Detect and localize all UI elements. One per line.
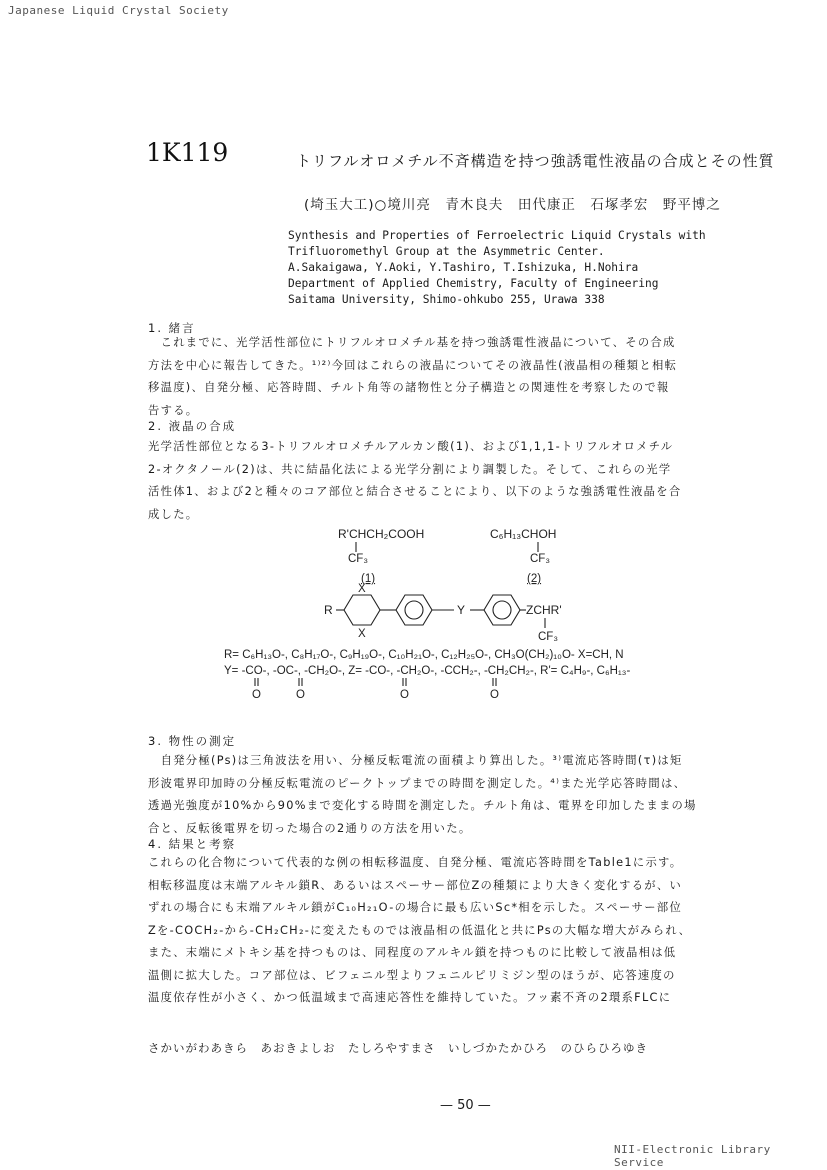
body-line: Zを-COCH₂-から-CH₂CH₂-に変えたものでは液晶相の低温化と共にPsの大幅な増大がみられ、 [148,923,692,937]
section-body-measurement [148,750,788,840]
page-number: — 50 — [440,1098,491,1113]
section-body-introduction [148,332,788,422]
author-name-readings: さかいがわあきら あおきよしお たしろやすまさ いしづかたかひろ のひらひろゆき [148,1041,648,1055]
core-ring-1 [344,595,380,625]
body-line: 移温度)、自発分極、応答時間、チルト角等の諸物性と分子構造との関連性を考察したので報 [148,381,670,394]
english-line: Saitama University, Shimo-ohkubo 255, Urawa 338 [288,293,605,306]
carbonyl-oxygen: O [490,689,499,701]
english-line: A.Sakaigawa, Y.Aoki, Y.Tashiro, T.Ishizuka, H.Nohira [288,261,639,274]
body-line: 温側に拡大した。コア部位は、ビフェニル型よりフェニルピリミジン型のほうが、応答速度の [148,968,676,982]
section-heading-results: 4. 結果と考察 [148,837,237,851]
paper-code: 1K119 [146,138,229,167]
english-line: Department of Applied Chemistry, Faculty of Engineering [288,277,659,290]
body-line: 温度依存性が小さく、かつ低温域まで高速応答性を維持していた。フッ素不斉の2環系FLCに [148,991,672,1004]
library-footer: NII-Electronic Library Service [614,1143,771,1169]
body-line: 合と、反転後電界を切った場合の2通りの方法を用いた。 [148,821,472,835]
body-line: 2-オクタノール(2)は、共に結晶化法による光学分割により調製した。そして、これらの光学 [148,462,672,476]
z-group-label: ZCHR' [526,603,562,617]
alcohol-formula: C₆H₁₃CHOH [490,527,557,541]
body-line: 透過光強度が10%から90%まで変化する時間を測定した。チルト角は、電界を印加したままの場 [148,799,697,812]
acid-cf3: CF₃ [348,553,369,565]
section-heading-measurement: 3. 物性の測定 [148,734,237,748]
carbonyl-oxygen: O [400,689,409,701]
paper-authors: (埼玉大工)○境川亮 青木良夫 田代康正 石塚孝宏 野平博之 [304,197,721,213]
journal-header: Japanese Liquid Crystal Society [8,4,229,17]
body-line: 形波電界印加時の分極反転電流のピークトップまでの時間を測定した。⁴⁾また光学応答時間は、 [148,776,687,790]
acid-formula: R'CHCH₂COOH [338,527,425,541]
body-line: また、末端にメトキシ基を持つものは、同程度のアルキル鎖を持つものに比較して液晶相は低 [148,946,677,959]
section-heading-synthesis: 2. 液晶の合成 [148,419,237,433]
r-group-definitions: R= C₆H₁₃O-, C₈H₁₇O-, C₉H₁₉O-, C₁₀H₂₁O-, C₁₂H₂₅O-, CH₃O(CH₂)₁₀O- X=CH, N [224,649,624,661]
aromatic-circle [405,601,423,619]
body-line: 活性体1、および2と種々のコア部位と結合させることにより、以下のような強誘電性液晶を合 [148,485,682,498]
body-line: 告する。 [148,403,199,417]
paper-title: トリフルオロメチル不斉構造を持つ強誘電性液晶の合成とその性質 [296,152,775,170]
body-line: 成した。 [148,507,199,521]
ring-x-bottom: X [358,628,366,640]
body-line: 相転移温度は末端アルキル鎖R、あるいはスペーサー部位Zの種類により大きく変化するが、い [148,878,683,892]
body-line: ずれの場合にも末端アルキル鎖がC₁₀H₂₁O-の場合に最も広いSc*相を示した。スペーサー部位 [148,901,683,914]
alcohol-label: (2) [527,573,542,585]
body-line: 自発分極(Ps)は三角波法を用い、分極反転電流の面積より算出した。³⁾電流応答時間(τ)は矩 [148,754,683,767]
acid-label: (1) [361,573,376,585]
body-line: 方法を中心に報告してきた。¹⁾²⁾今回はこれらの液晶についてその液晶性(液晶相の種類と相転 [148,358,678,372]
section-body-results [148,852,788,1010]
body-line: これらの化合物について代表的な例の相転移温度、自発分極、電流応答時間をTable1に示す。 [148,856,683,869]
z-group-cf3: CF₃ [538,631,559,643]
ring-x-top: X [358,583,366,595]
y-z-definitions: Y= -CO-, -OC-, -CH₂O-, Z= -CO-, -CH₂O-, -CCH₂-, -CH₂CH₂-, R'= C₄H₉-, C₆H₁₃- [224,665,631,677]
chemical-structure-figure [220,520,740,710]
body-line: 光学活性部位となる3-トリフルオロメチルアルカン酸(1)、および1,1,1-トリフルオロメチル [148,440,674,453]
aromatic-circle [493,601,511,619]
alcohol-cf3: CF₃ [530,553,551,565]
carbonyl-oxygen: O [296,689,305,701]
core-ring-2 [396,595,432,625]
y-linker-label: Y [457,603,466,617]
core-ring-3 [484,595,520,625]
r-group-label: R [324,603,333,617]
body-line: これまでに、光学活性部位にトリフルオロメチル基を持つ強誘電性液晶について、その合成 [148,336,676,349]
carbonyl-oxygen: O [252,689,261,701]
english-line: Synthesis and Properties of Ferroelectric Liquid Crystals with [288,229,706,242]
english-line: Trifluoromethyl Group at the Asymmetric Center. [288,245,605,258]
section-body-synthesis [148,436,788,526]
section-heading-introduction: 1. 緒言 [148,321,196,335]
english-abstract-header [288,228,706,308]
